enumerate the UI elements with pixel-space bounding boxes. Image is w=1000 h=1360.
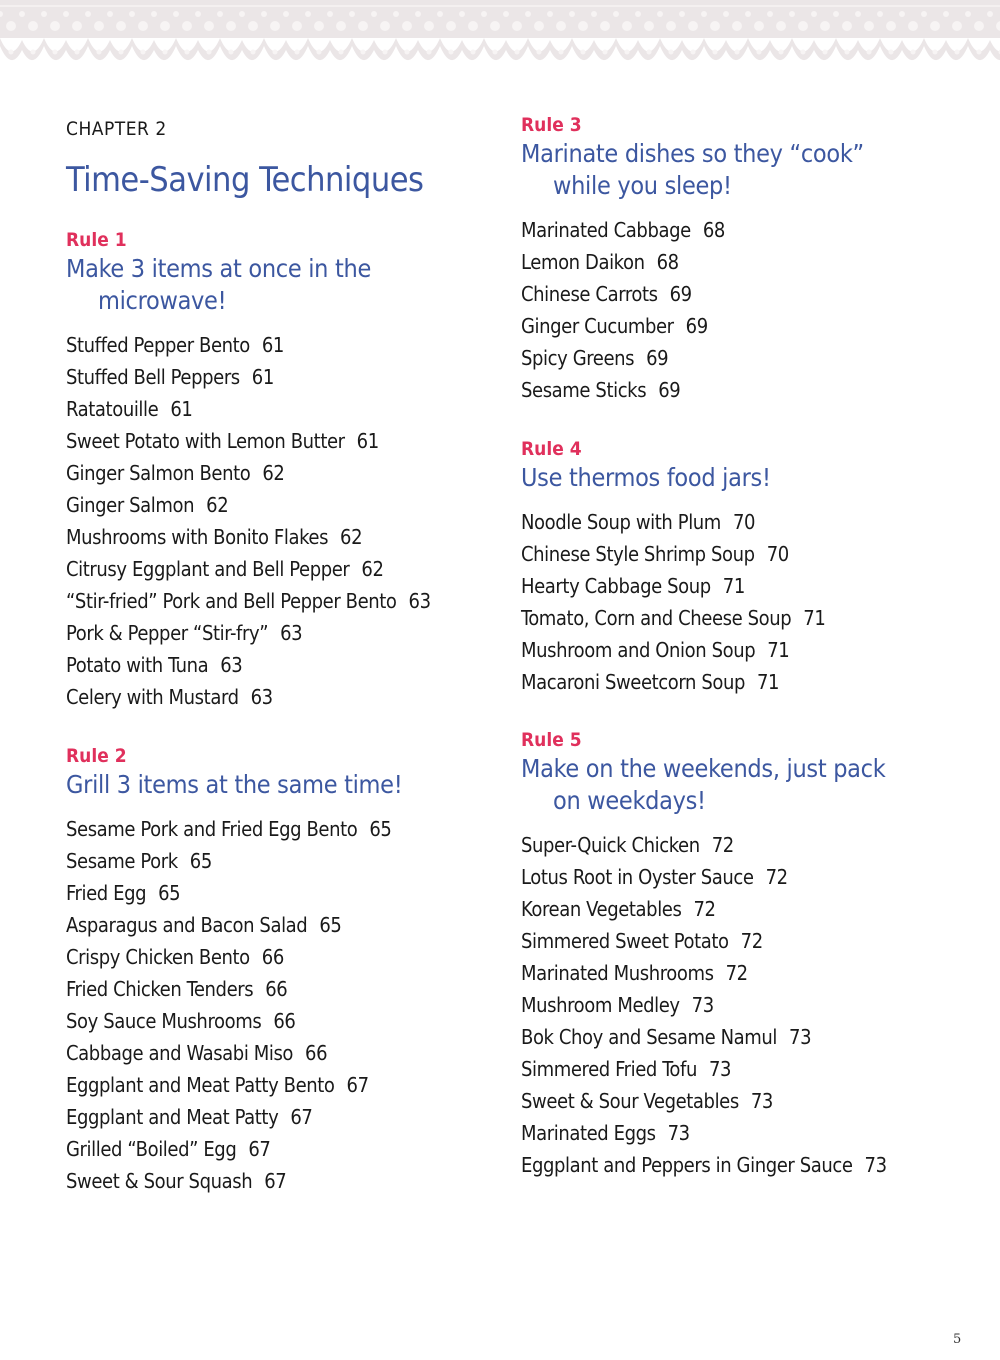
recipe-name: Fried Chicken Tenders bbox=[66, 977, 254, 1001]
chapter-label: CHAPTER 2 bbox=[66, 118, 167, 140]
recipe-entry bbox=[521, 829, 991, 861]
recipe-page-number: 73 bbox=[864, 1153, 887, 1177]
recipe-entry bbox=[66, 617, 496, 649]
recipe-page-number: 71 bbox=[767, 638, 790, 662]
recipe-name: Sweet & Sour Vegetables bbox=[521, 1089, 739, 1113]
recipe-page-number: 72 bbox=[711, 833, 734, 857]
recipe-name: Chinese Style Shrimp Soup bbox=[521, 542, 755, 566]
recipe-page-number: 71 bbox=[803, 606, 826, 630]
recipe-page-number: 73 bbox=[750, 1089, 773, 1113]
rule-section bbox=[66, 227, 496, 713]
recipe-entry bbox=[66, 553, 496, 585]
recipe-name: Mushroom and Onion Soup bbox=[521, 638, 756, 662]
recipe-page-number: 63 bbox=[220, 653, 243, 677]
recipe-entry bbox=[521, 1053, 991, 1085]
recipe-list bbox=[66, 813, 496, 1197]
recipe-entry bbox=[521, 1085, 991, 1117]
recipe-page-number: 65 bbox=[189, 849, 212, 873]
rule-label: Rule 2 bbox=[66, 745, 127, 767]
recipe-entry bbox=[66, 941, 496, 973]
recipe-name: Eggplant and Peppers in Ginger Sauce bbox=[521, 1153, 853, 1177]
recipe-name: Marinated Mushrooms bbox=[521, 961, 714, 985]
recipe-entry bbox=[66, 813, 496, 845]
recipe-page-number: 71 bbox=[722, 574, 745, 598]
recipe-list bbox=[521, 829, 991, 1181]
recipe-name: Ginger Salmon bbox=[66, 493, 195, 517]
recipe-entry bbox=[66, 845, 496, 877]
recipe-name: Citrusy Eggplant and Bell Pepper bbox=[66, 557, 350, 581]
recipe-page-number: 69 bbox=[646, 346, 669, 370]
recipe-entry bbox=[66, 1133, 496, 1165]
recipe-page-number: 66 bbox=[265, 977, 288, 1001]
rule-title bbox=[521, 138, 991, 202]
recipe-page-number: 62 bbox=[262, 461, 285, 485]
recipe-entry bbox=[66, 973, 496, 1005]
recipe-name: Chinese Carrots bbox=[521, 282, 658, 306]
recipe-name: Lemon Daikon bbox=[521, 250, 645, 274]
recipe-entry bbox=[521, 538, 991, 570]
recipe-name: Mushrooms with Bonito Flakes bbox=[66, 525, 329, 549]
recipe-entry bbox=[66, 1037, 496, 1069]
recipe-name: Super-Quick Chicken bbox=[521, 833, 700, 857]
recipe-entry bbox=[66, 1101, 496, 1133]
recipe-page-number: 72 bbox=[693, 897, 716, 921]
recipe-entry bbox=[66, 877, 496, 909]
recipe-entry bbox=[521, 342, 991, 374]
recipe-name: Pork & Pepper “Stir-fry” bbox=[66, 621, 269, 645]
recipe-entry bbox=[521, 374, 991, 406]
rule-title-line2: microwave! bbox=[98, 286, 227, 315]
recipe-entry bbox=[521, 278, 991, 310]
rule-title-line1: Make on the weekends, just pack bbox=[521, 754, 886, 783]
recipe-entry bbox=[521, 1149, 991, 1181]
recipe-name: Korean Vegetables bbox=[521, 897, 682, 921]
recipe-name: Spicy Greens bbox=[521, 346, 635, 370]
recipe-name: Crispy Chicken Bento bbox=[66, 945, 250, 969]
recipe-page-number: 73 bbox=[691, 993, 714, 1017]
rule-label: Rule 4 bbox=[521, 438, 582, 460]
recipe-page-number: 72 bbox=[765, 865, 788, 889]
recipe-name: Grilled “Boiled” Egg bbox=[66, 1137, 237, 1161]
lace-border-decoration bbox=[0, 0, 1000, 76]
recipe-page-number: 72 bbox=[725, 961, 748, 985]
rule-label: Rule 3 bbox=[521, 114, 582, 136]
recipe-name: Stuffed Pepper Bento bbox=[66, 333, 250, 357]
recipe-entry bbox=[66, 425, 496, 457]
recipe-page-number: 67 bbox=[264, 1169, 287, 1193]
recipe-name: Ginger Salmon Bento bbox=[66, 461, 251, 485]
recipe-name: Cabbage and Wasabi Miso bbox=[66, 1041, 294, 1065]
recipe-name: Soy Sauce Mushrooms bbox=[66, 1009, 262, 1033]
recipe-name: Asparagus and Bacon Salad bbox=[66, 913, 308, 937]
page-number: 5 bbox=[953, 1332, 962, 1347]
recipe-page-number: 61 bbox=[251, 365, 274, 389]
rule-label: Rule 5 bbox=[521, 729, 582, 751]
recipe-name: Hearty Cabbage Soup bbox=[521, 574, 711, 598]
recipe-entry bbox=[66, 585, 496, 617]
chapter-title: Time-Saving Techniques bbox=[66, 160, 424, 200]
recipe-list bbox=[66, 329, 496, 713]
recipe-list bbox=[521, 506, 991, 698]
recipe-page-number: 62 bbox=[206, 493, 229, 517]
recipe-list bbox=[521, 214, 991, 406]
recipe-name: Ginger Cucumber bbox=[521, 314, 674, 338]
recipe-entry bbox=[521, 634, 991, 666]
recipe-name: Potato with Tuna bbox=[66, 653, 209, 677]
recipe-entry bbox=[521, 214, 991, 246]
recipe-entry bbox=[66, 1165, 496, 1197]
recipe-page-number: 68 bbox=[656, 250, 679, 274]
recipe-entry bbox=[66, 1005, 496, 1037]
recipe-entry bbox=[66, 521, 496, 553]
recipe-entry bbox=[66, 1069, 496, 1101]
rule-title bbox=[521, 462, 991, 494]
recipe-page-number: 69 bbox=[658, 378, 681, 402]
recipe-entry bbox=[521, 506, 991, 538]
recipe-page-number: 61 bbox=[356, 429, 379, 453]
recipe-name: Ratatouille bbox=[66, 397, 159, 421]
recipe-name: Eggplant and Meat Patty bbox=[66, 1105, 279, 1129]
recipe-entry bbox=[66, 329, 496, 361]
recipe-page-number: 66 bbox=[273, 1009, 296, 1033]
rule-title-line1: Use thermos food jars! bbox=[521, 463, 771, 492]
recipe-entry bbox=[521, 957, 991, 989]
recipe-name: Tomato, Corn and Cheese Soup bbox=[521, 606, 792, 630]
recipe-name: Sweet Potato with Lemon Butter bbox=[66, 429, 345, 453]
rule-section bbox=[66, 743, 496, 1197]
rule-title-line2: while you sleep! bbox=[553, 171, 732, 200]
recipe-page-number: 61 bbox=[170, 397, 193, 421]
recipe-entry bbox=[521, 666, 991, 698]
recipe-name: Simmered Sweet Potato bbox=[521, 929, 729, 953]
recipe-entry bbox=[521, 861, 991, 893]
recipe-entry bbox=[521, 602, 991, 634]
rule-section bbox=[521, 436, 991, 698]
rule-label: Rule 1 bbox=[66, 229, 127, 251]
recipe-name: Sweet & Sour Squash bbox=[66, 1169, 253, 1193]
recipe-page-number: 62 bbox=[340, 525, 363, 549]
recipe-entry bbox=[66, 361, 496, 393]
recipe-name: Fried Egg bbox=[66, 881, 147, 905]
recipe-page-number: 62 bbox=[361, 557, 384, 581]
recipe-name: Marinated Eggs bbox=[521, 1121, 656, 1145]
recipe-entry bbox=[521, 310, 991, 342]
recipe-entry bbox=[66, 681, 496, 713]
recipe-page-number: 66 bbox=[305, 1041, 328, 1065]
recipe-name: Eggplant and Meat Patty Bento bbox=[66, 1073, 335, 1097]
recipe-entry bbox=[66, 393, 496, 425]
recipe-entry bbox=[66, 649, 496, 681]
recipe-page-number: 70 bbox=[766, 542, 789, 566]
recipe-page-number: 70 bbox=[732, 510, 756, 534]
recipe-entry bbox=[521, 1117, 991, 1149]
recipe-name: Marinated Cabbage bbox=[521, 218, 691, 242]
recipe-page-number: 68 bbox=[702, 218, 725, 242]
recipe-page-number: 65 bbox=[369, 817, 392, 841]
recipe-name: Bok Choy and Sesame Namul bbox=[521, 1025, 778, 1049]
recipe-page-number: 66 bbox=[261, 945, 284, 969]
recipe-page-number: 63 bbox=[408, 589, 431, 613]
recipe-page-number: 72 bbox=[740, 929, 763, 953]
recipe-name: Stuffed Bell Peppers bbox=[66, 365, 240, 389]
recipe-page-number: 73 bbox=[667, 1121, 690, 1145]
recipe-name: “Stir-fried” Pork and Bell Pepper Bento bbox=[66, 589, 397, 613]
recipe-page-number: 69 bbox=[669, 282, 692, 306]
recipe-entry bbox=[521, 989, 991, 1021]
rule-section bbox=[521, 727, 991, 1181]
rule-title-line2: on weekdays! bbox=[553, 786, 706, 815]
rule-title-line1: Make 3 items at once in the bbox=[66, 254, 371, 283]
rule-title bbox=[521, 753, 991, 817]
recipe-page-number: 73 bbox=[708, 1057, 732, 1081]
recipe-name: Lotus Root in Oyster Sauce bbox=[521, 865, 754, 889]
recipe-entry bbox=[66, 489, 496, 521]
recipe-entry bbox=[66, 909, 496, 941]
recipe-entry bbox=[66, 457, 496, 489]
recipe-page-number: 67 bbox=[290, 1105, 313, 1129]
recipe-entry bbox=[521, 570, 991, 602]
recipe-page-number: 61 bbox=[261, 333, 284, 357]
rule-title-line1: Marinate dishes so they “cook” bbox=[521, 139, 864, 168]
recipe-entry bbox=[521, 246, 991, 278]
rule-title-line1: Grill 3 items at the same time! bbox=[66, 770, 403, 799]
recipe-page-number: 73 bbox=[789, 1025, 812, 1049]
recipe-page-number: 67 bbox=[346, 1073, 369, 1097]
recipe-entry bbox=[521, 893, 991, 925]
recipe-page-number: 63 bbox=[280, 621, 303, 645]
recipe-page-number: 63 bbox=[250, 685, 273, 709]
recipe-name: Sesame Pork and Fried Egg Bento bbox=[66, 817, 358, 841]
recipe-page-number: 65 bbox=[158, 881, 181, 905]
rule-title bbox=[66, 769, 496, 801]
recipe-page-number: 67 bbox=[248, 1137, 271, 1161]
recipe-name: Macaroni Sweetcorn Soup bbox=[521, 670, 746, 694]
recipe-page-number: 71 bbox=[757, 670, 780, 694]
recipe-name: Celery with Mustard bbox=[66, 685, 239, 709]
recipe-entry bbox=[521, 925, 991, 957]
recipe-entry bbox=[521, 1021, 991, 1053]
rule-section bbox=[521, 112, 991, 406]
recipe-name: Noodle Soup with Plum bbox=[521, 510, 721, 534]
recipe-name: Simmered Fried Tofu bbox=[521, 1057, 697, 1081]
recipe-name: Mushroom Medley bbox=[521, 993, 680, 1017]
recipe-name: Sesame Pork bbox=[66, 849, 178, 873]
rule-title bbox=[66, 253, 496, 317]
recipe-page-number: 65 bbox=[319, 913, 342, 937]
recipe-name: Sesame Sticks bbox=[521, 378, 647, 402]
recipe-page-number: 69 bbox=[685, 314, 708, 338]
